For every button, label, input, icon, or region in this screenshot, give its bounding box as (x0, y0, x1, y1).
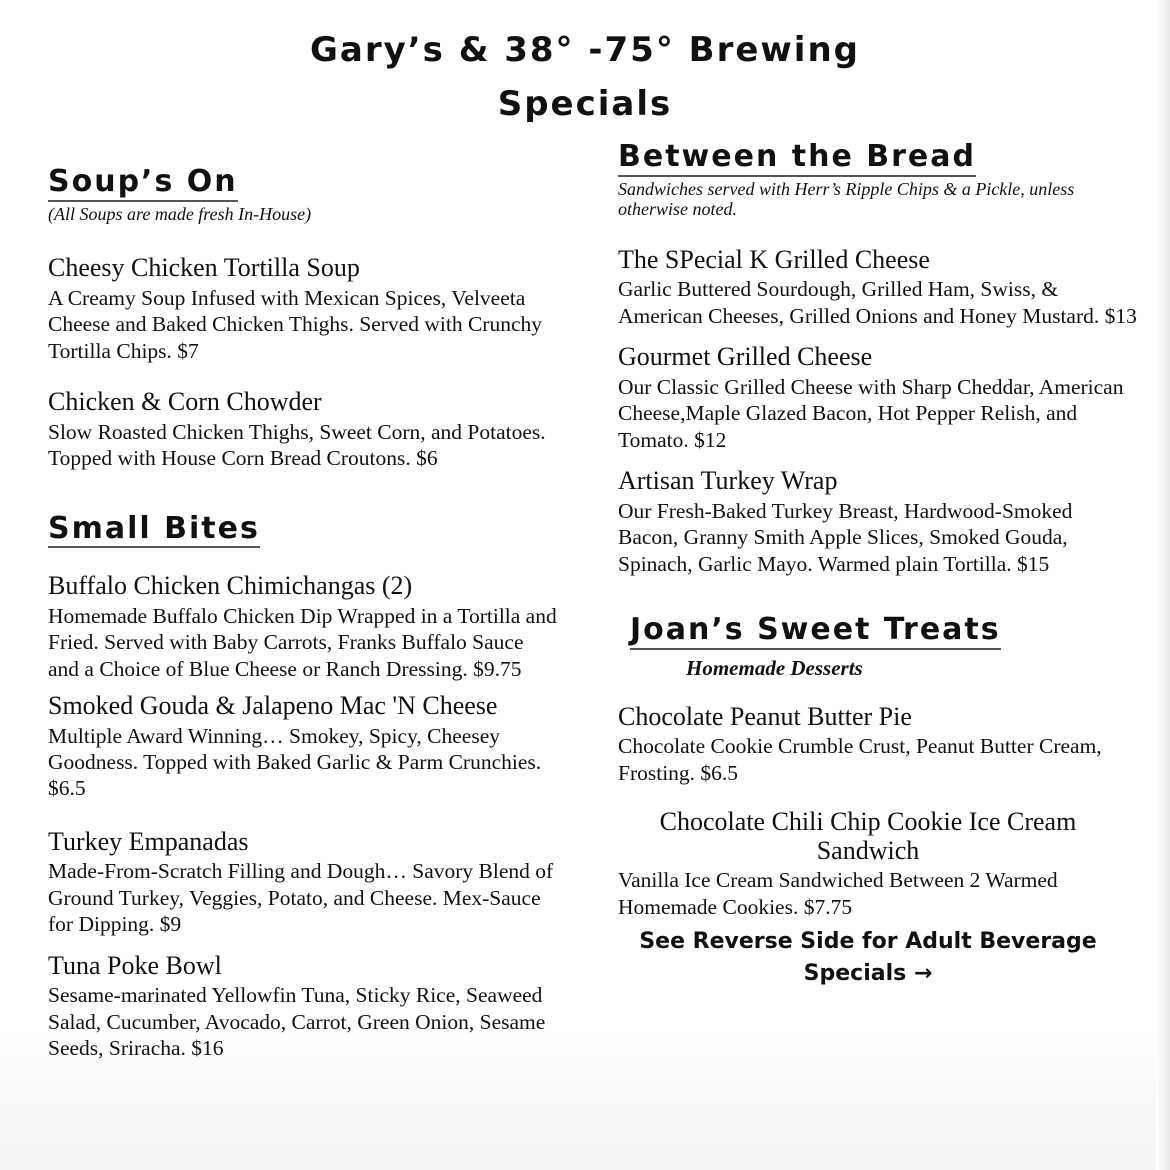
item-name: Buffalo Chicken Chimichangas (2) (48, 571, 413, 601)
reverse-side-note: See Reverse Side for Adult Beverage Specials → (639, 929, 1097, 987)
item-name: Chicken & Corn Chowder (48, 387, 322, 417)
menu-item (618, 467, 1138, 577)
menu-item (48, 572, 558, 682)
menu-item (48, 952, 558, 1062)
small-bites-heading: Small Bites (48, 512, 260, 549)
bread-heading: Between the Bread (618, 140, 976, 177)
menu-item (618, 703, 1138, 786)
menu-item (48, 388, 558, 471)
menu-item (618, 808, 1138, 920)
item-name: Chocolate Chili Chip Cookie Ice Cream Sandwich (659, 807, 1077, 865)
bread-note: Sandwiches served with Herr’s Ripple Chips & a Pickle, unless otherwise noted. (618, 178, 1075, 220)
item-description: Made-From-Scratch Filling and Dough… Savory Blend of Ground Turkey, Veggies, Potato, and Cheese. Mex-Sauce for Dipping. $9 (48, 859, 554, 937)
page-edge-shadow (1156, 0, 1170, 1170)
item-description: Our Fresh-Baked Turkey Breast, Hardwood-Smoked Bacon, Granny Smith Apple Slices, Smoked Gouda, Spinach, Garlic Mayo. Warmed plain Tortilla. $15 (618, 498, 1073, 576)
item-description: Chocolate Cookie Crumble Crust, Peanut Butter Cream, Frosting. $6.5 (618, 734, 1102, 785)
menu-item (48, 828, 558, 938)
item-name: The SPecial K Grilled Cheese (618, 244, 930, 274)
item-description: Garlic Buttered Sourdough, Grilled Ham, Swiss, & American Cheeses, Grilled Onions and Honey Mustard. $13 (618, 277, 1137, 328)
item-description: Sesame-marinated Yellowfin Tuna, Sticky Rice, Seaweed Salad, Cucumber, Avocado, Carrot, Green Onion, Sesame Seeds, Sriracha. $16 (48, 983, 546, 1061)
menu-item (48, 692, 558, 802)
small-bites-section (48, 512, 558, 1062)
bread-section (618, 140, 1138, 577)
menu-item (618, 246, 1138, 329)
treats-subheading: Homemade Desserts (686, 655, 863, 680)
item-description: Slow Roasted Chicken Thighs, Sweet Corn, and Potatoes. Topped with House Corn Bread Croutons. $6 (48, 419, 546, 471)
item-name: Cheesy Chicken Tortilla Soup (48, 253, 360, 283)
soups-heading: Soup’s On (48, 165, 238, 202)
soups-note: (All Soups are made fresh In-House) (48, 203, 312, 224)
right-column (618, 140, 1138, 990)
item-description: A Creamy Soup Infused with Mexican Spices, Velveeta Cheese and Baked Chicken Thighs. Served with Crunchy Tortilla Chips. $7 (48, 285, 543, 363)
item-name: Artisan Turkey Wrap (618, 466, 838, 496)
menu-item (618, 343, 1138, 453)
treats-section (618, 613, 1138, 920)
left-column (48, 165, 558, 1062)
item-name: Gourmet Grilled Cheese (618, 342, 873, 372)
item-name: Chocolate Peanut Butter Pie (618, 701, 912, 731)
menu-subtitle: Specials (497, 84, 673, 124)
menu-item (48, 254, 558, 364)
treats-heading: Joan’s Sweet Treats (630, 613, 1001, 650)
item-name: Tuna Poke Bowl (48, 950, 222, 980)
item-description: Multiple Award Winning… Smokey, Spicy, Cheesey Goodness. Topped with Baked Garlic & Parm Crunchies. $6.5 (48, 723, 542, 801)
item-name: Smoked Gouda & Jalapeno Mac 'N Cheese (48, 690, 498, 720)
soups-section (48, 165, 558, 472)
item-description: Vanilla Ice Cream Sandwiched Between 2 Warmed Homemade Cookies. $7.75 (618, 868, 1058, 919)
menu-title: Gary’s & 38° -75° Brewing (309, 30, 861, 70)
item-description: Our Classic Grilled Cheese with Sharp Cheddar, American Cheese,Maple Glazed Bacon, Hot Pepper Relish, and Tomato. $12 (618, 374, 1124, 452)
item-name: Turkey Empanadas (48, 826, 249, 856)
item-description: Homemade Buffalo Chicken Dip Wrapped in a Tortilla and Fried. Served with Baby Carrots, Franks Buffalo Sauce and a Choice of Blue Cheese or Ranch Dressing. $9.75 (48, 603, 557, 681)
